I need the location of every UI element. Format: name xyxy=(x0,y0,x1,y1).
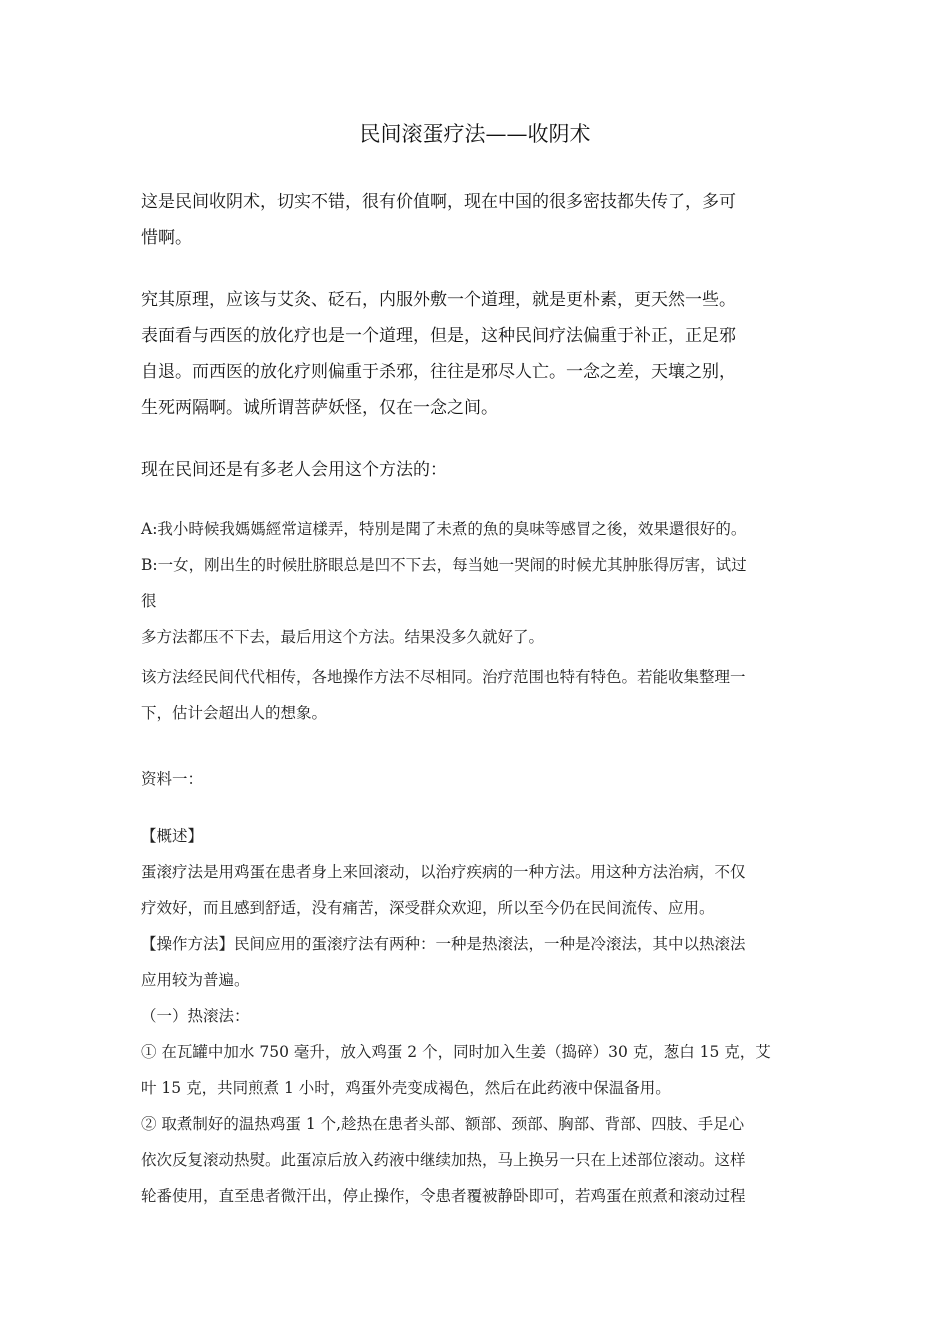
text-line: 自退。而西医的放化疗则偏重于杀邪，往往是邪尽人亡。一念之差，天壤之别， xyxy=(141,362,736,382)
text-line: 这是民间收阴术，切实不错，很有价值啊，现在中国的很多密技都失传了，多可 xyxy=(141,192,736,212)
page-title: 民间滚蛋疗法——收阴术 xyxy=(359,122,591,146)
step-2: ② 取煮制好的温热鸡蛋 1 个,趁热在患者头部、额部、颈部、胸部、背部、四肢、手足心 xyxy=(141,1115,745,1133)
text-line: 【操作方法】民间应用的蛋滚疗法有两种：一种是热滚法，一种是冷滚法，其中以热滚法 xyxy=(141,935,746,953)
text-line: 多方法都压不下去，最后用这个方法。结果没多久就好了。 xyxy=(141,628,545,646)
text-line: 现在民间还是有多老人会用这个方法的： xyxy=(141,460,447,480)
step-1: ① 在瓦罐中加水 750 毫升，放入鸡蛋 2 个，同时加入生姜（捣碎）30 克，葱白 15 克，艾 xyxy=(141,1043,771,1061)
text-line: 很 xyxy=(141,592,157,610)
overview-heading: 【概述】 xyxy=(141,827,204,845)
testimonial-a: A:我小時候我媽媽經常這樣弄，特別是聞了未煮的魚的臭味等感冒之後，效果還很好的。 xyxy=(141,520,747,538)
text-line: 生死两隔啊。诚所谓菩萨妖怪，仅在一念之间。 xyxy=(141,398,498,418)
folk-intro xyxy=(141,452,825,488)
text-line: 资料一： xyxy=(141,770,204,788)
tradition-paragraph xyxy=(141,659,825,731)
text-line: 依次反复滚动热熨。此蛋凉后放入药液中继续加热，马上换另一只在上述部位滚动。这样 xyxy=(141,1151,746,1169)
text-line: 轮番使用，直至患者微汗出，停止操作，令患者覆被静卧即可，若鸡蛋在煎煮和滚动过程 xyxy=(141,1187,746,1205)
testimonials xyxy=(141,511,825,655)
overview-section xyxy=(141,818,825,1214)
text-line: 蛋滚疗法是用鸡蛋在患者身上来回滚动，以治疗疾病的一种方法。用这种方法治病，不仅 xyxy=(141,863,746,881)
material-heading xyxy=(141,761,825,797)
testimonial-b: B:一女，刚出生的时候肚脐眼总是凹不下去，每当她一哭闹的时候尤其肿胀得厉害，试过 xyxy=(141,556,747,574)
text-line: 惜啊。 xyxy=(141,228,192,248)
text-line: 疗效好，而且感到舒适，没有痛苦，深受群众欢迎，所以至今仍在民间流传、应用。 xyxy=(141,899,715,917)
principle-paragraph xyxy=(141,282,825,426)
text-line: 叶 15 克，共同煎煮 1 小时，鸡蛋外壳变成褐色，然后在此药液中保温备用。 xyxy=(141,1079,671,1097)
text-line: 下，估计会超出人的想象。 xyxy=(141,704,328,722)
text-line: 究其原理，应该与艾灸、砭石，内服外敷一个道理，就是更朴素，更天然一些。 xyxy=(141,290,736,310)
text-line: 应用较为普遍。 xyxy=(141,971,250,989)
intro-paragraph xyxy=(141,184,825,256)
text-line: 该方法经民间代代相传，各地操作方法不尽相同。治疗范围也特有特色。若能收集整理一 xyxy=(141,668,746,686)
hot-method-heading: （一）热滚法： xyxy=(141,1007,250,1025)
text-line: 表面看与西医的放化疗也是一个道理，但是，这种民间疗法偏重于补正，正足邪 xyxy=(141,326,736,346)
